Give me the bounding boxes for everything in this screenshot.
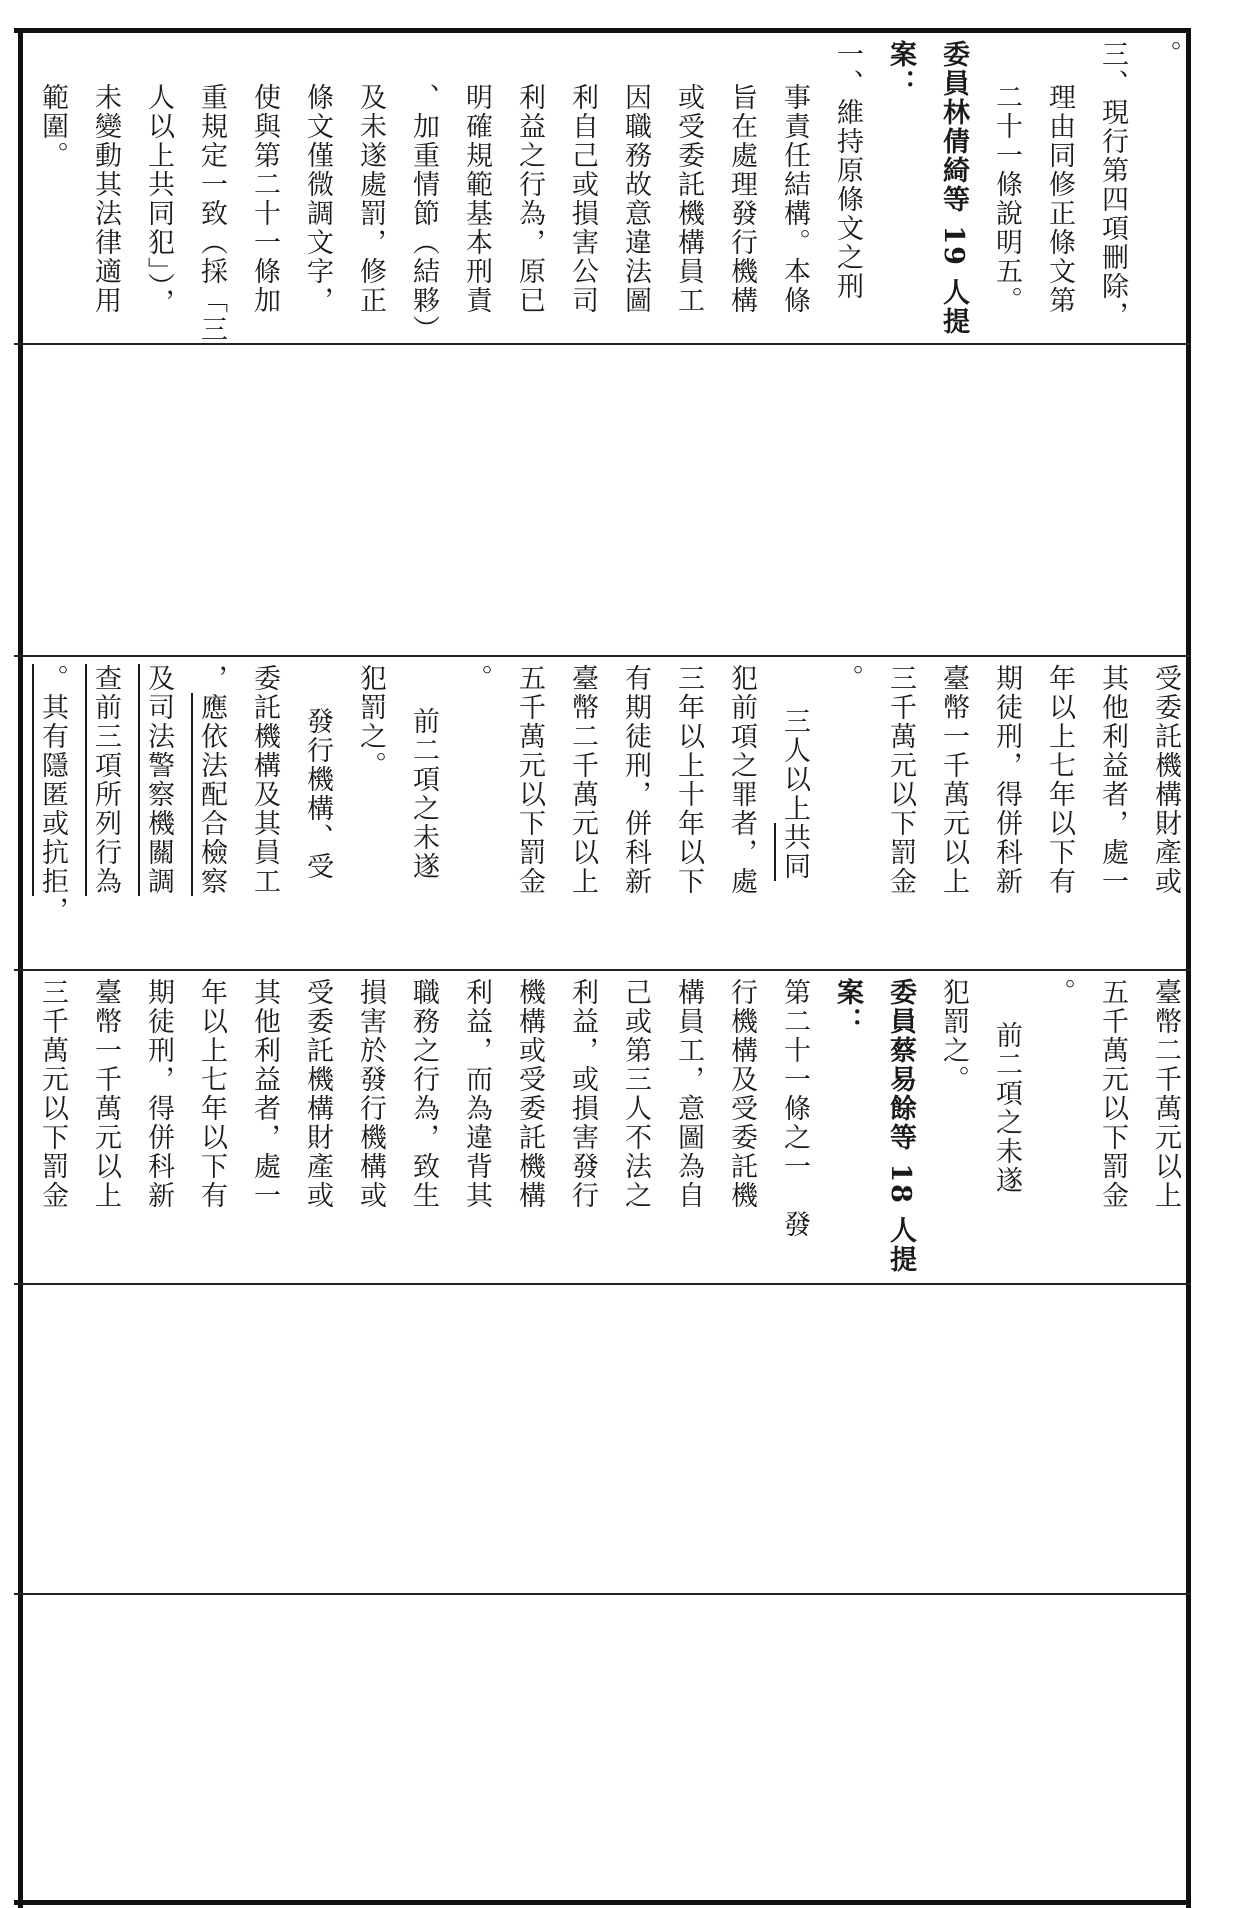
text-line: 事責任結構。本條	[779, 83, 810, 315]
text-line: 發行機構、受	[302, 707, 333, 881]
text-line: 臺幣二千萬元以上	[1150, 978, 1181, 1210]
text-line: 案：	[832, 978, 863, 1036]
text-line: 臺幣二千萬元以上	[567, 664, 598, 896]
text-line: 或受委託機構員工	[673, 83, 704, 315]
amended-text: 及司法警察機關調	[143, 664, 174, 896]
bottom-border	[14, 1900, 1191, 1905]
text-line: 三千萬元以下罰金	[885, 664, 916, 896]
text-line: 機構或受委託機構	[514, 978, 545, 1210]
row-separator-3	[14, 969, 1191, 971]
text-line: 利益之行為，原已	[514, 83, 545, 315]
text-line: 利益，或損害發行	[567, 978, 598, 1210]
row-separator-4	[14, 1283, 1191, 1285]
text-line	[79, 664, 132, 964]
text-line: 期徒刑，得併科新	[991, 664, 1022, 896]
text-line: 委員蔡易餘等 18 人提	[885, 978, 916, 1275]
text-line: 明確規範基本刑責	[461, 83, 492, 315]
text-line: 。其有隱匿或抗拒，	[37, 664, 68, 925]
text-line: 一、維持原條文之刑	[832, 40, 863, 301]
text-line: 己或第三人不法之	[620, 978, 651, 1210]
text-line: 其他利益者，處一	[1097, 664, 1128, 896]
text-line: 前二項之未遂	[408, 707, 439, 881]
amended-text: 。其有隱匿或抗拒	[37, 664, 68, 896]
text-line: ，應依法配合檢察	[196, 664, 227, 896]
text-line: 。	[1150, 40, 1181, 69]
proposal-text-cell	[37, 978, 1192, 1278]
text-line: 委託機構及其員工	[249, 664, 280, 896]
text-line: 及未遂處罰，修正	[355, 83, 386, 315]
text-line: 、加重情節（結夥）	[408, 83, 439, 344]
text-line: 三、現行第四項刪除，	[1097, 40, 1128, 330]
row-separator-2	[14, 655, 1191, 657]
text-line: 犯罰之。	[355, 664, 386, 780]
text-line: 職務之行為，致生	[408, 978, 439, 1210]
text-line: 未變動其法律適用	[90, 83, 121, 315]
text-line: 犯罰之。	[938, 978, 969, 1094]
text-line: 犯前項之罪者，處	[726, 664, 757, 896]
text-line: 二十一條說明五。	[991, 83, 1022, 315]
text-line: 構員工，意圖為自	[673, 978, 704, 1210]
text-line: 有期徒刑，併科新	[620, 664, 651, 896]
text-line: 重規定一致（採「三	[196, 83, 227, 344]
top-border	[14, 28, 1191, 33]
frame-left-rule	[18, 28, 23, 1908]
text-line: 受委託機構財產或	[1150, 664, 1181, 896]
text-line: 損害於發行機構或	[355, 978, 386, 1210]
text-line: 受委託機構財產或	[302, 978, 333, 1210]
text-line: 旨在處理發行機構	[726, 83, 757, 315]
text-line: 期徒刑，得併科新	[143, 978, 174, 1210]
text-line: 人以上共同犯」），	[143, 83, 174, 317]
text-line: 範圍。	[37, 83, 68, 170]
text-line: 臺幣一千萬元以上	[938, 664, 969, 896]
text-line: 五千萬元以下罰金	[514, 664, 545, 896]
text-line: 利自己或損害公司	[567, 83, 598, 315]
text-line: 條文僅微調文字，	[302, 83, 333, 315]
amended-text: 應依法配合檢察	[196, 693, 227, 896]
text-line: 年以上七年以下有	[196, 978, 227, 1210]
amended-text: 查前三項所列行為	[90, 664, 121, 896]
text-line: 其他利益者，處一	[249, 978, 280, 1210]
row-separator-5	[14, 1593, 1191, 1595]
text-line: 利益，而為違背其	[461, 978, 492, 1210]
text-line: 案：	[885, 40, 916, 98]
explanation-cell	[37, 40, 1192, 344]
text-line: 。	[461, 664, 492, 693]
text-line: 前二項之未遂	[991, 1021, 1022, 1195]
text-line: 臺幣一千萬元以上	[90, 978, 121, 1210]
amended-text: 共同	[779, 823, 810, 881]
text-line: 行機構及受委託機	[726, 978, 757, 1210]
text-line: 五千萬元以下罰金	[1097, 978, 1128, 1210]
text-line	[132, 664, 185, 964]
text-line: 第二十一條之一 發	[779, 978, 810, 1239]
text-line: 。	[1044, 978, 1075, 1007]
text-line: 理由同修正條文第	[1044, 83, 1075, 315]
text-line: 。	[832, 664, 863, 693]
text-line: 委員林倩綺等 19 人提	[938, 40, 969, 337]
text-line: 使與第二十一條加	[249, 83, 280, 315]
text-line: 三年以上十年以下	[673, 664, 704, 896]
article-text-cell	[37, 664, 1192, 964]
text-line: 因職務故意違法圖	[620, 83, 651, 315]
text-line: 三人以上共同	[779, 707, 810, 881]
text-line: 三千萬元以下罰金	[37, 978, 68, 1210]
text-line: 年以上七年以下有	[1044, 664, 1075, 896]
